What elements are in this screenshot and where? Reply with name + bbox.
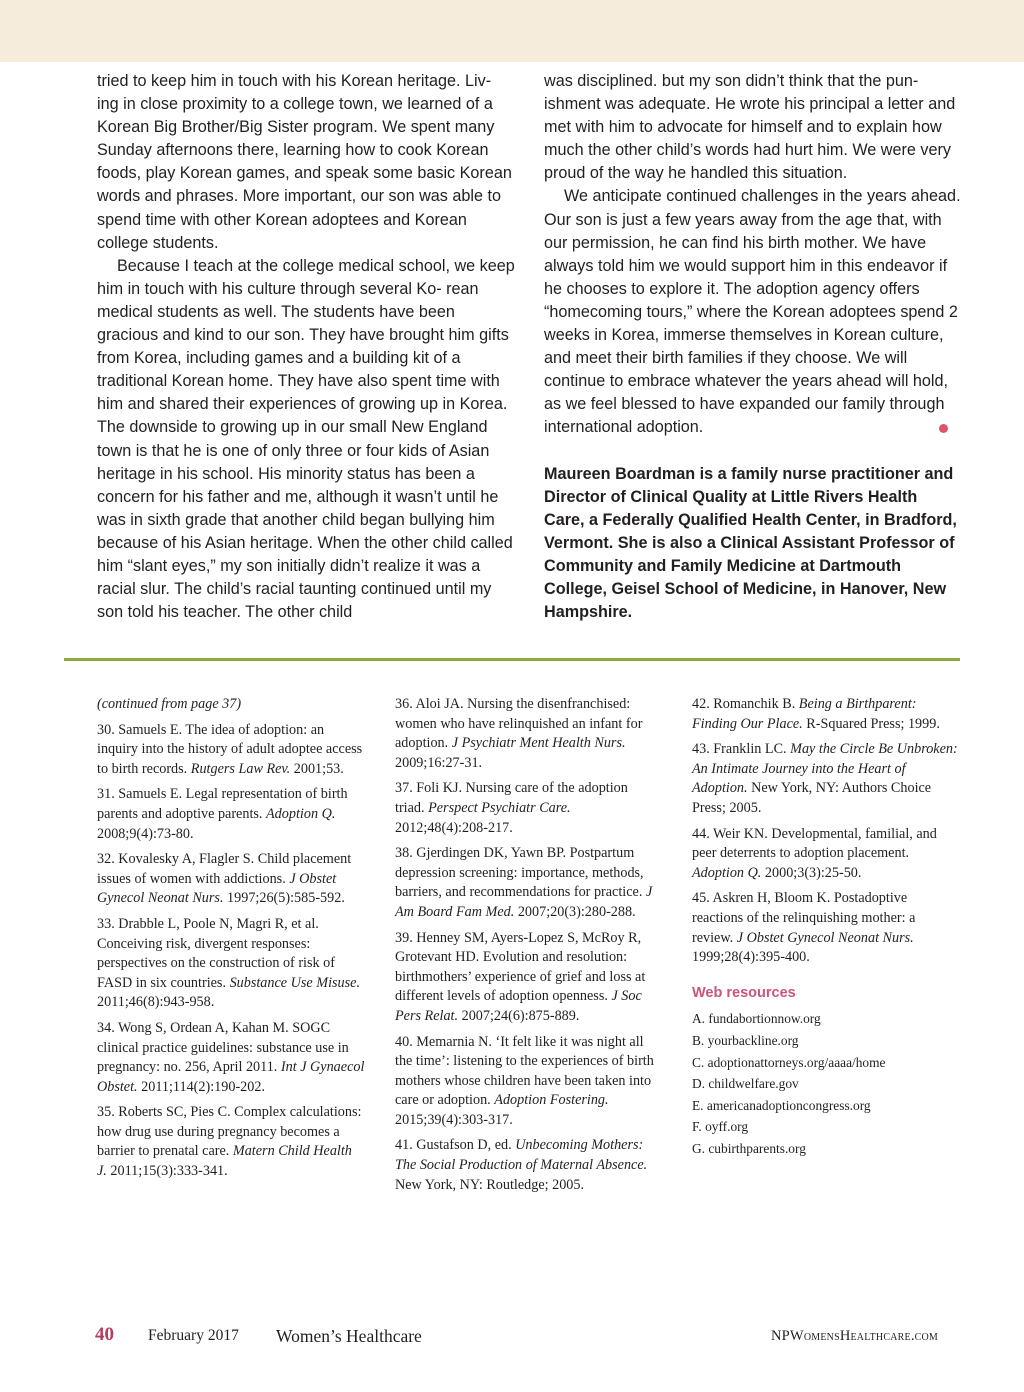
reference-item: 40. Memarnia N. ‘It felt like it was night all the time’: listening to the experiences of birth mothers whose children have been taken into care or adoption. Adoption Fostering. 2015;39(4):303-317. (395, 1033, 654, 1128)
references-column-2 (395, 695, 657, 1201)
reference-item: 41. Gustafson D, ed. Unbecoming Mothers: The Social Production of Maternal Absence. New York, NY: Routledge; 2005. (395, 1137, 648, 1193)
web-resource-link[interactable]: D. childwelfare.gov (692, 1076, 799, 1092)
page-number: 40 (95, 1324, 114, 1345)
references-column-1 (97, 695, 365, 1188)
publication-name: Women’s Healthcare (276, 1326, 422, 1346)
continued-note: (continued from page 37) (97, 696, 242, 712)
reference-item: 34. Wong S, Ordean A, Kahan M. SOGC clinical practice guidelines: substance use in pregnancy: no. 256, April 2011. Int J Gynaecol Obstet. 2011;114(2):190-202. (97, 1019, 365, 1095)
top-band (0, 0, 1024, 62)
reference-item: 38. Gjerdingen DK, Yawn BP. Postpartum depression screening: importance, methods, barriers, and recommendations for practice. J Am Board Fam Med. 2007;20(3):280-288. (395, 845, 653, 920)
reference-item: 36. Aloi JA. Nursing the disenfranchised: women who have relinquished an infant for adoption. J Psychiatr Ment Health Nurs. 2009;16:27-31. (395, 696, 643, 771)
reference-item: 31. Samuels E. Legal representation of birth parents and adoptive parents. Adoption Q. 2008;9(4):73-80. (97, 786, 348, 842)
reference-item: 43. Franklin LC. May the Circle Be Unbroken: An Intimate Journey into the Heart of Adoption. New York, NY: Authors Choice Press; 2005. (692, 741, 958, 816)
reference-item: 33. Drabble L, Poole N, Magri R, et al. Conceiving risk, divergent responses: perspectives on the construction of risk of FASD in six countries. Substance Use Misuse. 2011;46(8):943-958. (97, 915, 360, 1011)
web-resource-link[interactable]: F. oyff.org (692, 1119, 749, 1135)
end-of-article-dot-icon (939, 424, 948, 433)
issue-date: February 2017 (148, 1327, 239, 1344)
reference-item: 32. Kovalesky A, Flagler S. Child placement issues of women with addictions. J Obstet Gynecol Neonat Nurs. 1997;26(5):585-592. (97, 851, 352, 907)
article-paragraph: Because I teach at the college medical school, we keep him in touch with his culture through several Ko- rean medical students as well. The students have been gracious and kind to our son. They have brought him gifts from Korea, including games and a building kit of a traditional Korean home. They have also spent time with him and shared their experiences of growing up in Korea. The downside to growing up in our small New England town is that he is one of only three or four kids of Asian heritage in his school. His minority status has been a concern for his father and me, although it wasn’t until he was in sixth grade that another child began bullying him because of his Asian heritage. When the other child called him “slant eyes,” my son initially didn’t realize it was a racial slur. The child’s racial taunting continued until my son told his teacher. The other child (97, 256, 515, 622)
page-footer (0, 1324, 1024, 1350)
web-resource-link[interactable]: A. fundabortionnow.org (692, 1011, 821, 1027)
reference-item: 39. Henney SM, Ayers-Lopez S, McRoy R, Grotevant HD. Evolution and resolution: birthmothers’ experience of grief and loss at different levels of adoption openness. J Soc Pers Relat. 2007;24(6):875-889. (395, 929, 646, 1024)
reference-item: 37. Foli KJ. Nursing care of the adoption triad. Perspect Psychiatr Care. 2012;48(4):208-217. (395, 780, 628, 836)
article-paragraph: was disciplined. but my son didn’t think that the pun- ishment was adequate. He wrote his principal a letter and met with him to advocate for himself and to explain how much the other child’s words had hurt him. We were very proud of the way he handled this situation. (544, 72, 956, 183)
references-column-3 (692, 695, 960, 1160)
reference-item: 42. Romanchik B. Being a Birthparent: Finding Our Place. R-Squared Press; 1999. (692, 696, 940, 732)
article-paragraph: We anticipate continued challenges in the years ahead. Our son is just a few years away from the age that, with our permission, he can find his birth mother. We have always told him we would support him in this endeavor if he chooses to explore it. The adoption agency offers “homecoming tours,” where the Korean adoptees spend 2 weeks in Korea, immerse themselves in Korean culture, and meet their birth families if they choose. We will continue to embrace whatever the years ahead will hold, as we feel blessed to have expanded our family through international adoption. (544, 187, 961, 437)
author-bio: Maureen Boardman is a family nurse practitioner and Director of Clinical Quality at Little Rivers Health Care, a Federally Qualified Health Center, in Bradford, Vermont. She is also a Clinical Assistant Professor of Community and Family Medicine at Dartmouth College, Geisel School of Medicine, in Hanover, New Hampshire. (544, 464, 957, 622)
web-resource-link[interactable]: E. americanadoptioncongress.org (692, 1097, 871, 1113)
section-divider (64, 658, 960, 661)
reference-item: 44. Weir KN. Developmental, familial, and peer deterrents to adoption placement. Adoption Q. 2000;3(3):25-50. (692, 825, 937, 881)
reference-item: 35. Roberts SC, Pies C. Complex calculations: how drug use during pregnancy becomes a barrier to prenatal care. Matern Child Health J. 2011;15(3):333-341. (97, 1104, 362, 1180)
web-resources-heading: Web resources (692, 984, 796, 1001)
web-resource-link[interactable]: C. adoptionattorneys.org/aaaa/home (692, 1054, 886, 1070)
article-column-left (97, 70, 515, 624)
reference-item: 45. Askren H, Bloom K. Postadoptive reactions of the relinquishing mother: a review. J Obstet Gynecol Neonat Nurs. 1999;28(4):395-400. (692, 890, 916, 966)
website-link[interactable]: NPWomensHealthcare.com (771, 1328, 939, 1344)
reference-item: 30. Samuels E. The idea of adoption: an inquiry into the history of adult adoptee access to birth records. Rutgers Law Rev. 2001;53. (97, 721, 363, 777)
web-resource-link[interactable]: B. yourbackline.org (692, 1032, 799, 1048)
web-resource-link[interactable]: G. cubirthparents.org (692, 1140, 806, 1156)
article-column-right (544, 70, 962, 624)
article-paragraph: tried to keep him in touch with his Korean heritage. Liv- ing in close proximity to a college town, we learned of a Korean Big Brother/Big Sister program. We spent many Sunday afternoons there, learning how to cook Korean foods, play Korean games, and speak some basic Korean words and phrases. More important, our son was able to spend time with other Korean adoptees and Korean college students. (97, 72, 512, 252)
